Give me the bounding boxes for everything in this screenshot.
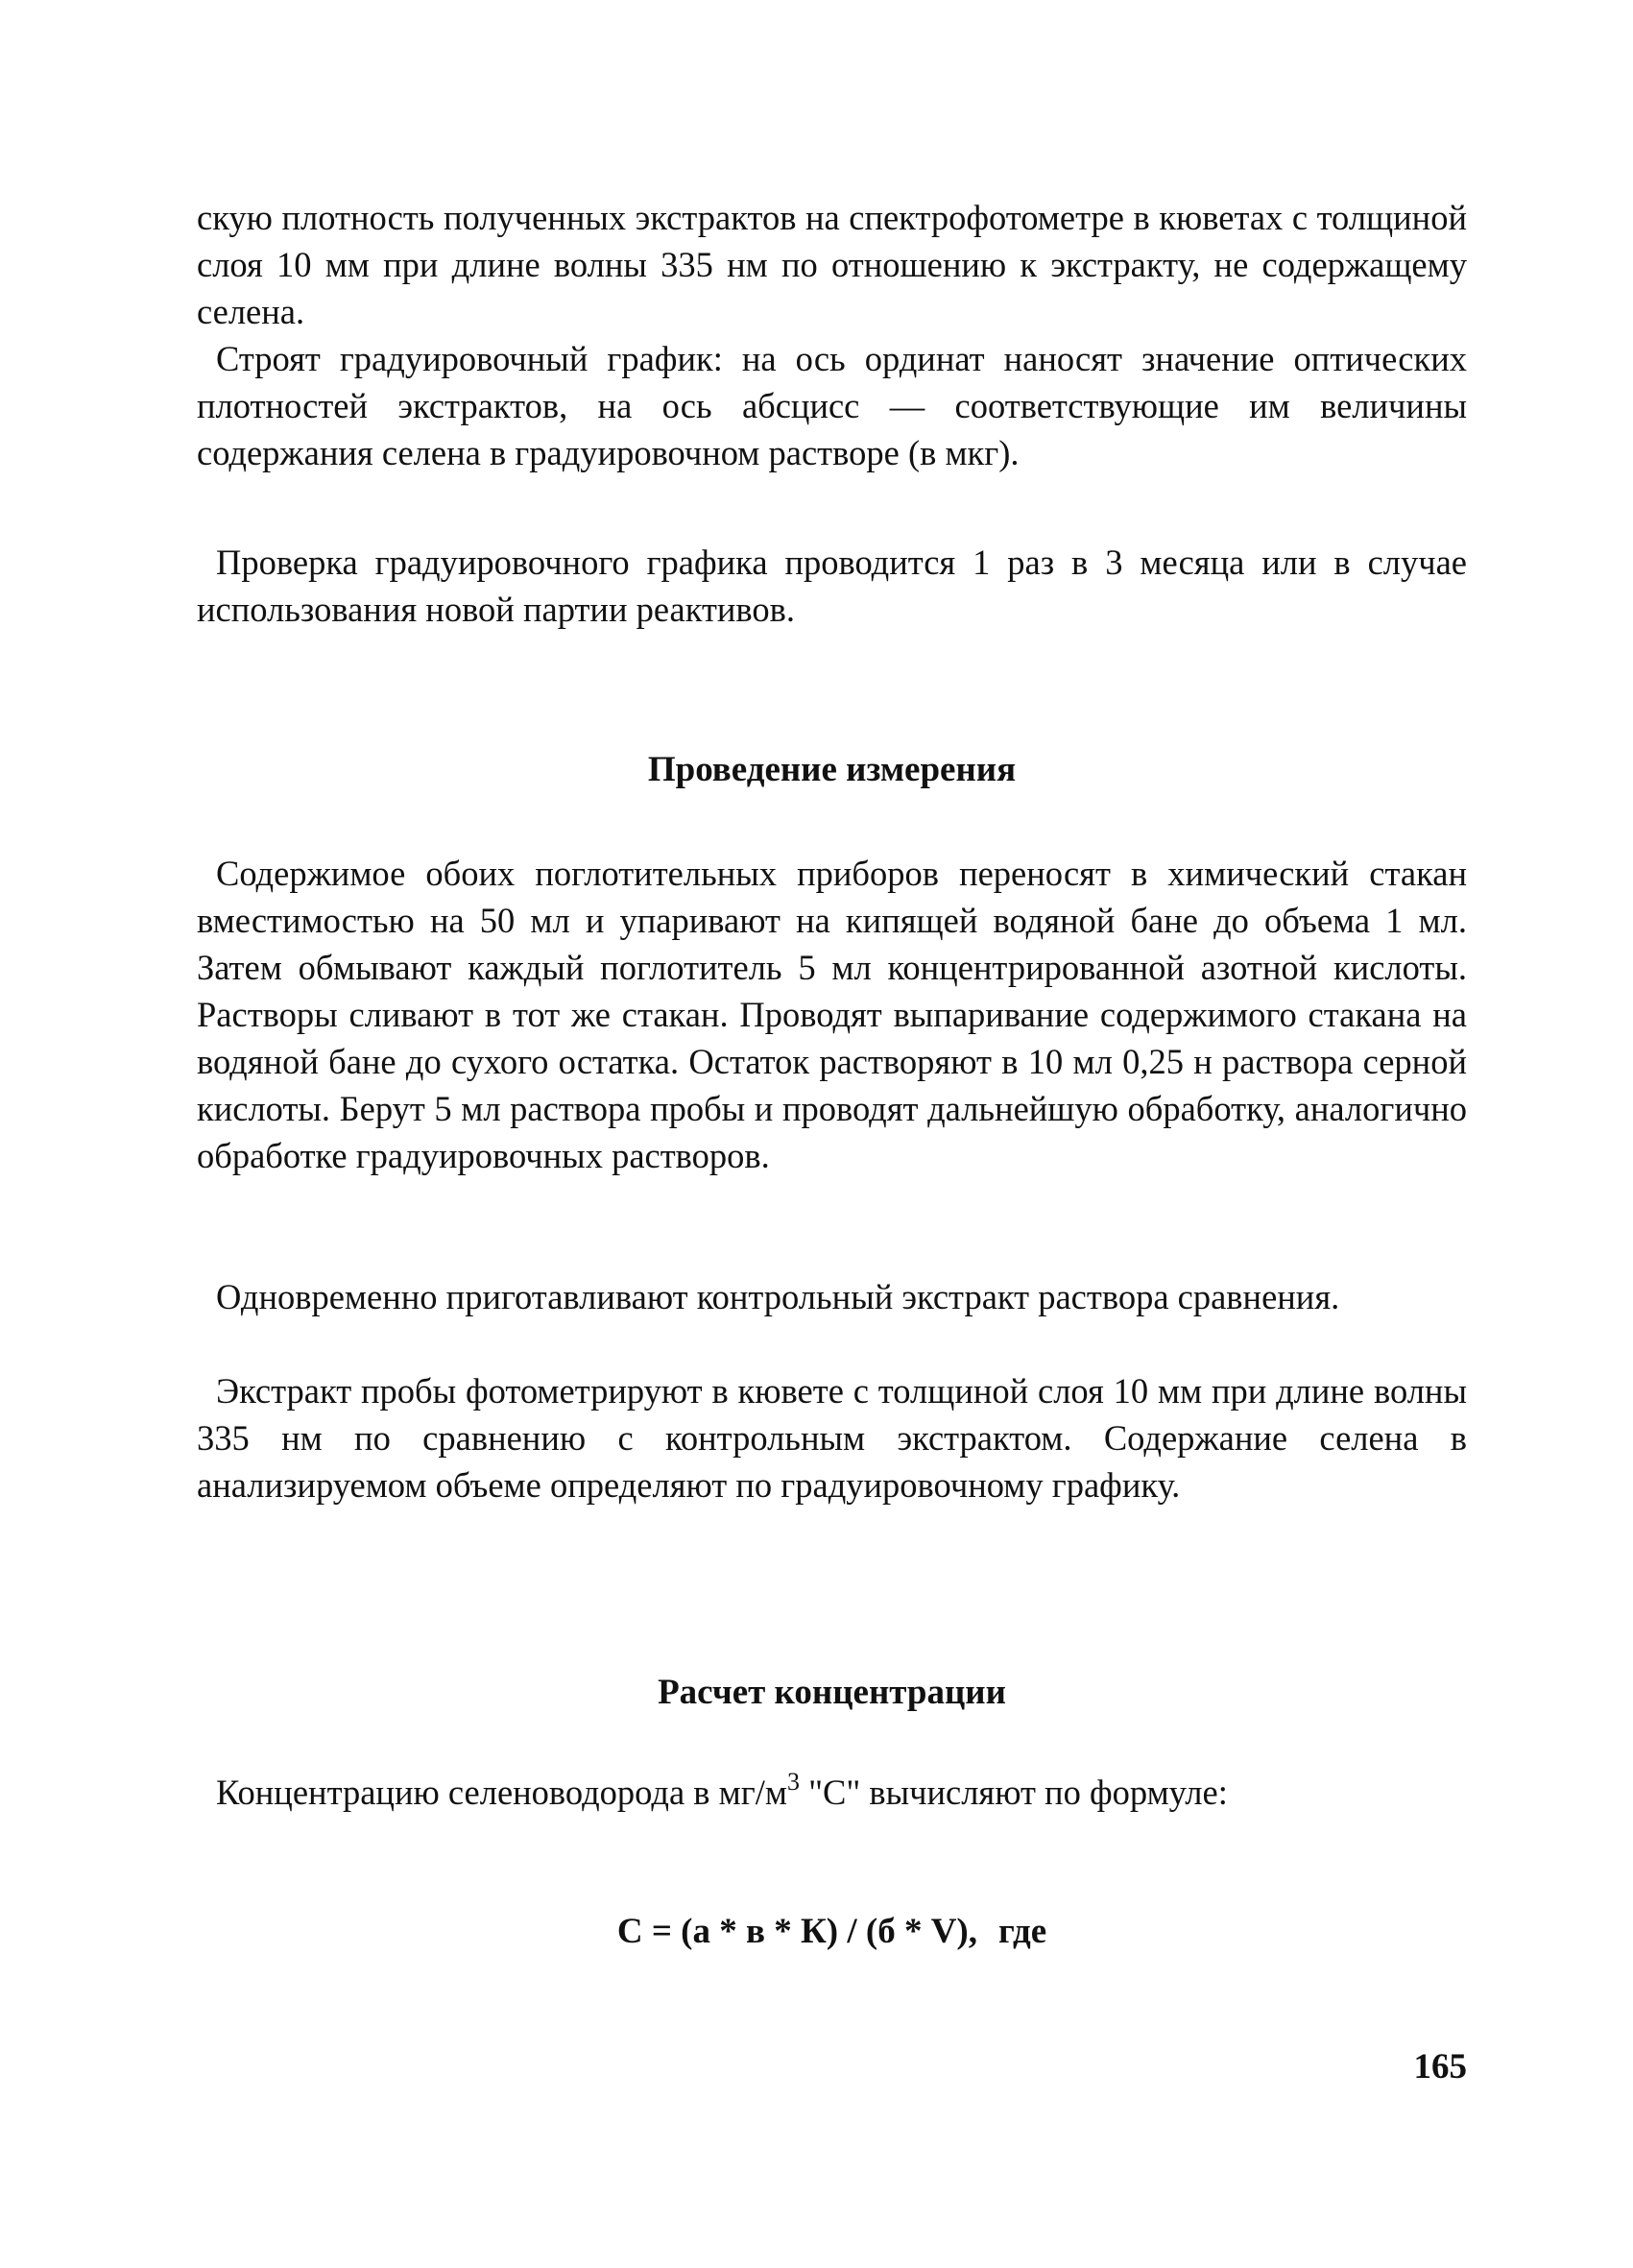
paragraph-calibration-graph: Строят градуировочный график: на ось ординат наносят значение оптических плотностей экстрактов, на ось абсцисс — соответствующие им величины содержания селена в градуировочном растворе (в мкг). (197, 339, 1467, 472)
formula-expression: С = (а * в * К) / (б * V), (616, 1912, 978, 1951)
paragraph-concentration-intro (197, 1769, 1467, 1816)
paragraph-photometry: Экстракт пробы фотометрируют в кювете с толщиной слоя 10 мм при длине волны 335 нм по сравнению с контрольным экстрактом. Содержание селена в анализируемом объеме определяют по градуировочному графику. (197, 1371, 1467, 1505)
formula-where: где (998, 1912, 1047, 1951)
paragraph-control-extract: Одновременно приготавливают контрольный экстракт раствора сравнения. (216, 1277, 1340, 1316)
formula (197, 1908, 1467, 1955)
paragraph-measurement-procedure: Содержимое обоих поглотительных приборов переносят в химический стакан вместимостью на 50 мл и упаривают на кипящей водяной бане до объема 1 мл. Затем обмывают каждый поглотитель 5 мл концентрированной азотной кислоты. Растворы сливают в тот же стакан. Проводят выпаривание содержимого стакана на водяной бане до сухого остатка. Остаток растворяют в 10 мл 0,25 н раствора серной кислоты. Берут 5 мл раствора пробы и проводят дальнейшую обработку, аналогично обработке градуировочных растворов. (197, 854, 1467, 1175)
paragraph-extract-density: скую плотность полученных экстрактов на спектрофотометре в кюветах с толщиной слоя 10 мм при длине волны 335 нм по отношению к экстракту, не содержащему селена. (197, 198, 1467, 331)
concentration-text-before: Концентрацию селеноводорода в мг/м (216, 1773, 787, 1812)
heading-measurement: Проведение измерения (647, 750, 1017, 789)
page-number: 165 (1413, 2047, 1467, 2087)
cubic-superscript: 3 (786, 1767, 800, 1796)
concentration-text-after: "С" вычисляют по формуле: (799, 1773, 1228, 1812)
heading-calculation: Расчет концентрации (658, 1673, 1006, 1712)
paragraph-graph-check: Проверка градуировочного графика проводится 1 раз в 3 месяца или в случае использования новой партии реактивов. (197, 543, 1467, 629)
